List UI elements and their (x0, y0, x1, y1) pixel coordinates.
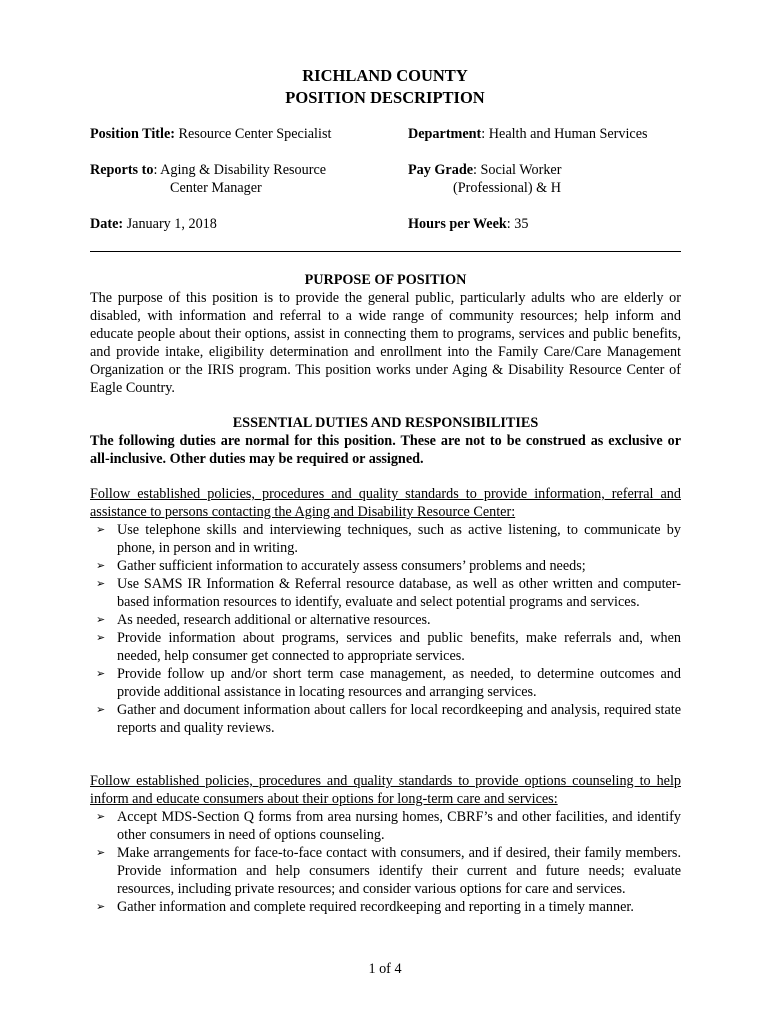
arrow-bullet-icon: ➢ (96, 900, 106, 913)
department-field (408, 125, 648, 143)
duty-text: As needed, research additional or alternative resources. (117, 612, 431, 628)
duty-list-item (90, 521, 681, 557)
arrow-bullet-icon: ➢ (96, 523, 106, 536)
duty-text: Use SAMS IR Information & Referral resource database, as well as other written and computer-based information resources to identify, evaluate and select potential programs and services. (117, 576, 681, 610)
position-title-label: Position Title: (90, 126, 175, 142)
duty-text: Provide follow up and/or short term case management, as needed, to determine outcomes and provide additional assistance in locating resources and arranging services. (117, 666, 681, 700)
group1-heading: Follow established policies, procedures and quality standards to provide information, referral and assistance to persons contacting the Aging and Disability Resource Center: (90, 486, 681, 520)
group2-duties-list (90, 808, 681, 916)
pay-grade-value: : Social Worker (473, 162, 562, 178)
reports-to-value: : Aging & Disability Resource (153, 162, 327, 178)
department-value: : Health and Human Services (481, 126, 648, 142)
duty-list-item (90, 898, 681, 916)
arrow-bullet-icon: ➢ (96, 846, 106, 859)
duty-text: Gather and document information about callers for local recordkeeping and analysis, required state reports and quality reviews. (117, 702, 681, 736)
position-title-value: Resource Center Specialist (178, 126, 332, 142)
hours-field (408, 215, 528, 233)
purpose-heading: PURPOSE OF POSITION (304, 272, 467, 288)
arrow-bullet-icon: ➢ (96, 613, 106, 626)
page-number: 1 of 4 (368, 961, 402, 977)
date-value: January 1, 2018 (126, 216, 217, 232)
duty-list-item (90, 629, 681, 665)
duty-list-item (90, 611, 681, 629)
duty-list-item (90, 575, 681, 611)
arrow-bullet-icon: ➢ (96, 559, 106, 572)
group1-duties-list (90, 521, 681, 737)
date-field (90, 215, 217, 233)
hours-value: : 35 (506, 216, 529, 232)
arrow-bullet-icon: ➢ (96, 703, 106, 716)
pay-grade-field (408, 161, 561, 179)
document-title: POSITION DESCRIPTION (285, 88, 485, 107)
reports-to-value-continued: Center Manager (170, 180, 262, 196)
duties-heading: ESSENTIAL DUTIES AND RESPONSIBILITIES (232, 415, 539, 431)
duty-list-item (90, 665, 681, 701)
pay-grade-value-continued: (Professional) & H (453, 180, 561, 196)
duty-list-item (90, 844, 681, 898)
duty-list-item (90, 701, 681, 737)
department-label: Department (408, 126, 482, 142)
arrow-bullet-icon: ➢ (96, 667, 106, 680)
position-title-field (90, 125, 331, 143)
arrow-bullet-icon: ➢ (96, 577, 106, 590)
duty-text: Gather sufficient information to accurately assess consumers’ problems and needs; (117, 558, 586, 574)
duty-text: Provide information about programs, services and public benefits, make referrals and, when needed, help consumer get connected to appropriate services. (117, 630, 681, 664)
county-title: RICHLAND COUNTY (302, 66, 468, 85)
arrow-bullet-icon: ➢ (96, 631, 106, 644)
horizontal-divider (90, 251, 681, 252)
duties-intro: The following duties are normal for this position. These are not to be construed as exclusive or all-inclusive. Other duties may be required or assigned. (90, 433, 681, 467)
duty-text: Use telephone skills and interviewing techniques, such as active listening, to communicate by phone, in person and in writing. (117, 522, 681, 556)
reports-to-field (90, 161, 326, 179)
reports-to-label: Reports to (90, 162, 154, 178)
duty-list-item (90, 808, 681, 844)
duty-text: Make arrangements for face-to-face contact with consumers, and if desired, their family members. Provide information and help consumers identify their current and future needs; evaluate resources, including private resources; and consider various options for care and services. (117, 845, 681, 897)
duty-list-item (90, 557, 681, 575)
group2-heading: Follow established policies, procedures and quality standards to provide options counseling to help inform and educate consumers about their options for long-term care and services: (90, 773, 681, 807)
purpose-text: The purpose of this position is to provide the general public, particularly adults who are elderly or disabled, with information and referral to a wide range of community resources; help inform and educate people about their options, assist in connecting them to programs, services and public benefits, and provide intake, eligibility determination and enrollment into the Family Care/Care Management Organization or the IRIS program. This position works under Aging & Disability Resource Center of Eagle Country. (90, 290, 681, 396)
duty-text: Gather information and complete required recordkeeping and reporting in a timely manner. (117, 899, 634, 915)
pay-grade-label: Pay Grade (408, 162, 474, 178)
arrow-bullet-icon: ➢ (96, 810, 106, 823)
duty-text: Accept MDS-Section Q forms from area nursing homes, CBRF’s and other facilities, and identify other consumers in need of options counseling. (117, 809, 681, 843)
date-label: Date: (90, 216, 124, 232)
hours-label: Hours per Week (408, 216, 507, 232)
